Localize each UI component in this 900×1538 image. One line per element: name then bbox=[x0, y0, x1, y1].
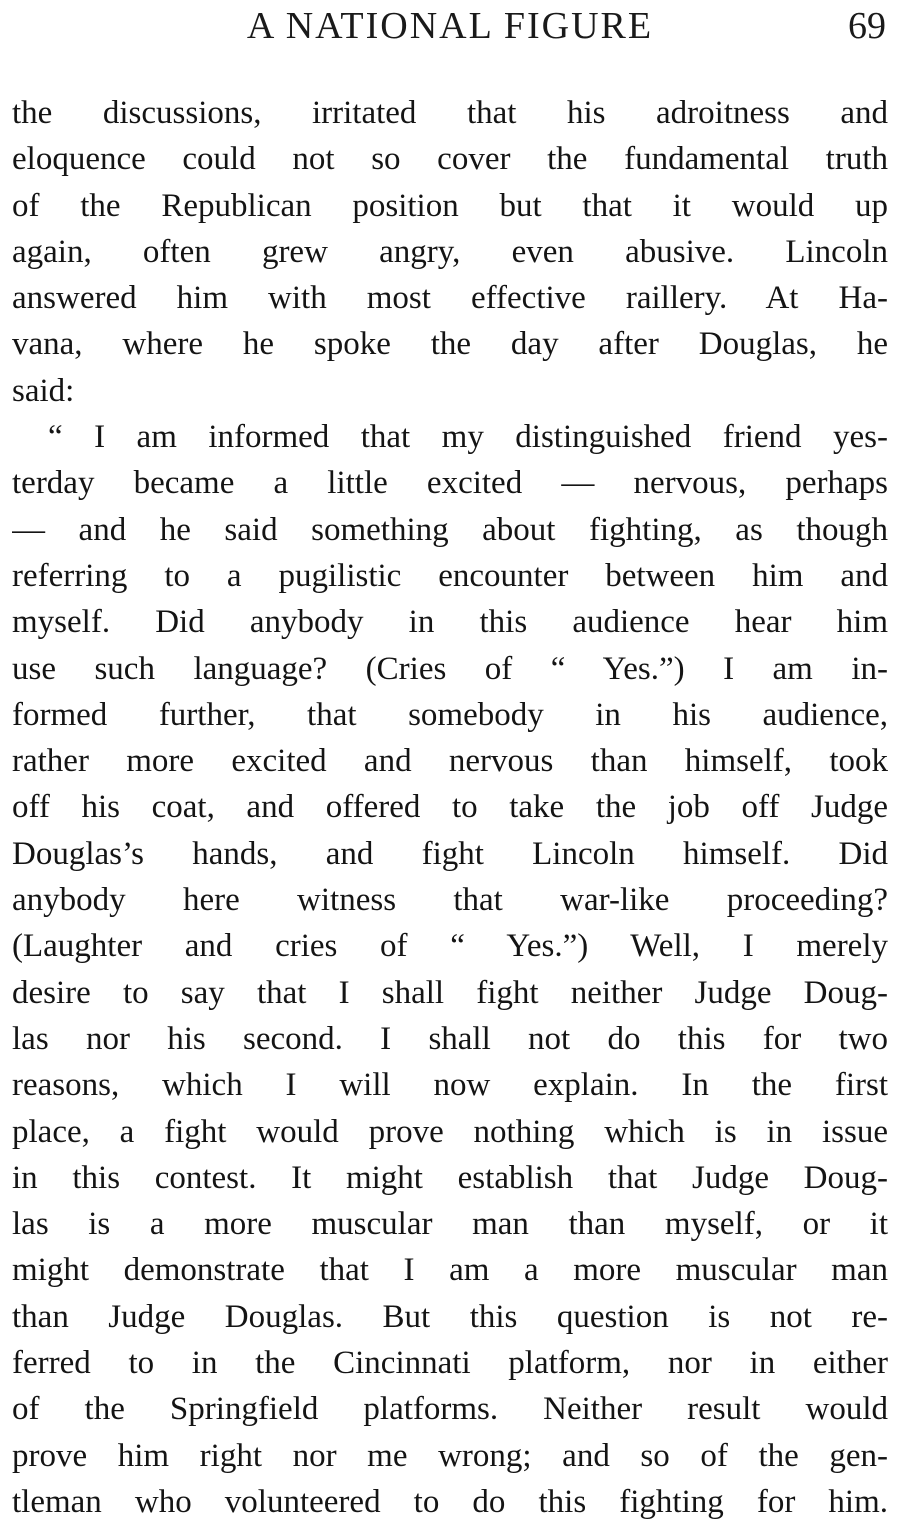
text-line: eloquence could not so cover the fundamental truth bbox=[12, 141, 888, 178]
text-line: of the Springfield platforms. Neither result would bbox=[12, 1391, 888, 1428]
text-line: formed further, that somebody in his audience, bbox=[12, 696, 888, 733]
text-line: las nor his second. I shall not do this for two bbox=[12, 1020, 888, 1057]
text-line: ferred to in the Cincinnati platform, nor in either bbox=[12, 1345, 888, 1382]
text-line: of the Republican position but that it would up bbox=[12, 187, 888, 224]
running-head: A NATIONAL FIGURE bbox=[246, 5, 654, 47]
text-line: off his coat, and offered to take the job off Judge bbox=[12, 789, 888, 826]
text-line: Douglas’s hands, and fight Lincoln himself. Did bbox=[12, 835, 888, 872]
text-line: rather more excited and nervous than himself, took bbox=[12, 743, 888, 780]
text-line: myself. Did anybody in this audience hear him bbox=[12, 604, 888, 641]
text-line: said: bbox=[12, 372, 75, 409]
text-line: referring to a pugilistic encounter between him and bbox=[12, 557, 888, 594]
page-header bbox=[12, 0, 888, 58]
text-line: — and he said something about fighting, as though bbox=[12, 511, 888, 548]
text-line: than Judge Douglas. But this question is not re- bbox=[12, 1298, 888, 1335]
text-line: the discussions, irritated that his adroitness and bbox=[12, 95, 888, 131]
text-line: anybody here witness that war-like proceeding? bbox=[12, 882, 888, 919]
text-line: desire to say that I shall fight neither Judge Doug- bbox=[12, 974, 888, 1011]
text-line: prove him right nor me wrong; and so of the gen- bbox=[12, 1437, 888, 1474]
text-line: las is a more muscular man than myself, or it bbox=[12, 1206, 888, 1243]
text-line: (Laughter and cries of “ Yes.”) Well, I merely bbox=[12, 928, 888, 965]
text-line: answered him with most effective raillery. At Ha- bbox=[12, 280, 888, 317]
text-line: terday became a little excited — nervous, perhaps bbox=[12, 465, 888, 502]
text-line: in this contest. It might establish that Judge Doug- bbox=[12, 1159, 888, 1196]
text-line: reasons, which I will now explain. In the first bbox=[12, 1067, 888, 1104]
text-line: might demonstrate that I am a more muscular man bbox=[12, 1252, 888, 1289]
text-line: vana, where he spoke the day after Douglas, he bbox=[12, 326, 888, 363]
book-page bbox=[12, 0, 888, 1538]
text-line: place, a fight would prove nothing which is in issue bbox=[12, 1113, 888, 1150]
page-number: 69 bbox=[848, 5, 886, 47]
quote-first-line: “ I am informed that my distinguished friend yes- bbox=[48, 419, 888, 456]
body-text bbox=[12, 90, 888, 1525]
text-line: again, often grew angry, even abusive. Lincoln bbox=[12, 233, 888, 270]
text-line: use such language? (Cries of “ Yes.”) I am in- bbox=[12, 650, 888, 687]
text-line: tleman who volunteered to do this fighting for him. bbox=[12, 1483, 888, 1520]
